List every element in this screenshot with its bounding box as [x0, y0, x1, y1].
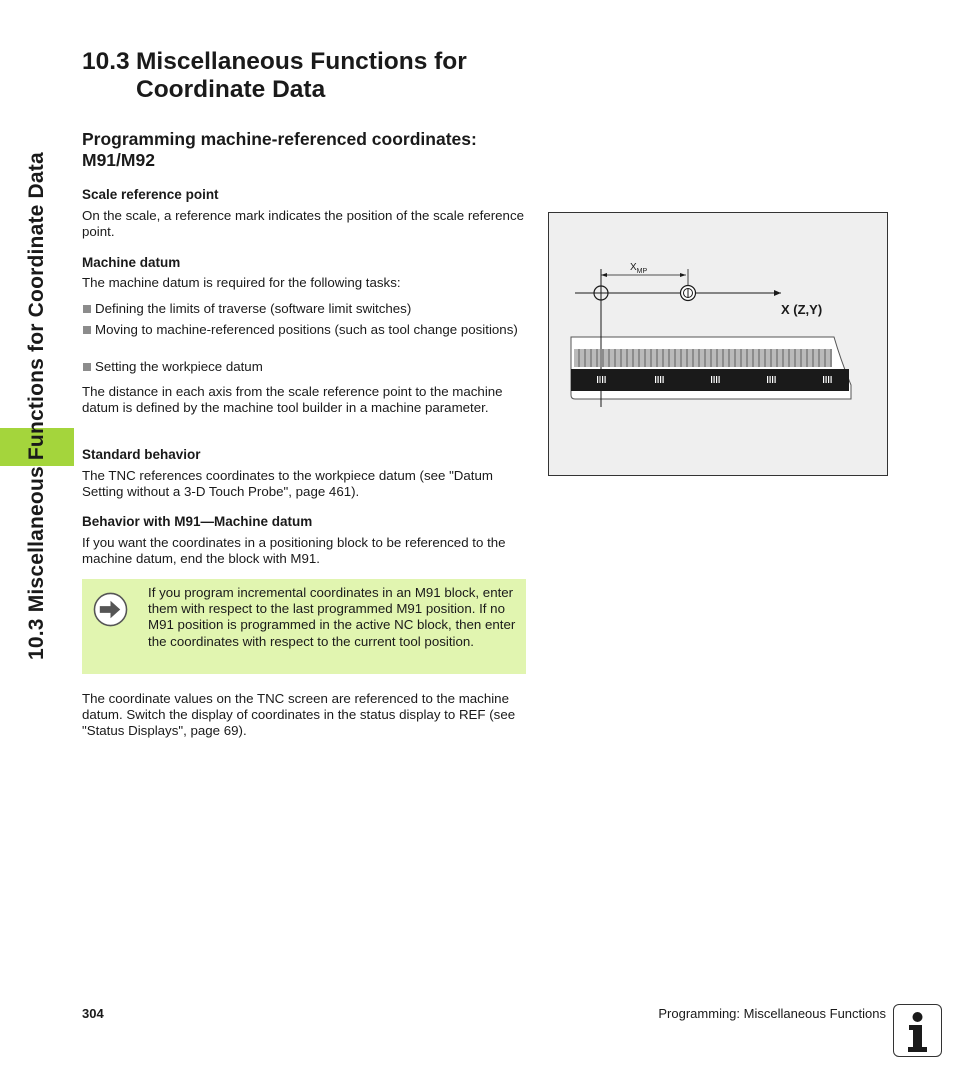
m91-behavior-text: If you want the coordinates in a positioning block to be referenced to the machine datum, end the block with M91.: [82, 535, 506, 567]
axis-label: X (Z,Y): [781, 302, 823, 317]
bullet-square-icon: [83, 326, 91, 334]
subheading: Programming machine-referenced coordinates: M91/M92: [82, 129, 477, 170]
page-title: [82, 48, 542, 104]
section-number: 10.3: [82, 48, 130, 75]
standard-behavior-heading: Standard behavior: [82, 447, 201, 462]
scale-reference-heading: Scale reference point: [82, 187, 219, 202]
note-box: [82, 579, 526, 674]
list-item: Moving to machine-referenced positions (such as tool change positions): [82, 322, 528, 338]
side-chapter-title: 10.3 Miscellaneous Functions for Coordinate Data: [25, 152, 48, 660]
list-item: Defining the limits of traverse (software limit switches): [82, 301, 528, 317]
bullet-square-icon: [83, 305, 91, 313]
scale-reference-text: On the scale, a reference mark indicates the position of the scale reference point.: [82, 208, 524, 240]
scale-figure: [548, 212, 888, 476]
page-number: 304: [82, 1006, 104, 1021]
machine-datum-heading: Machine datum: [82, 255, 181, 270]
title-line-1: Miscellaneous Functions for: [136, 48, 467, 75]
list-item: Setting the workpiece datum: [82, 359, 528, 375]
dimension-label: $X_{MP}$: [630, 262, 648, 275]
m91-behavior-heading: Behavior with M91—Machine datum: [82, 514, 313, 529]
reference-track: [571, 369, 849, 391]
axis-arrowhead: [774, 290, 781, 296]
standard-behavior-text: The TNC references coordinates to the workpiece datum (see "Datum Setting without a 3-D Touch Probe", page 461).: [82, 468, 493, 500]
title-line-2: Coordinate Data: [136, 76, 326, 103]
scale-diagram: [549, 213, 887, 475]
arrow-right-icon: [93, 592, 128, 627]
info-icon: [893, 1004, 942, 1057]
footer-chapter-title: Programming: Miscellaneous Functions: [658, 1006, 886, 1021]
bullet-square-icon: [83, 363, 91, 371]
machine-datum-text: The distance in each axis from the scale reference point to the machine datum is defined by the machine tool builder in a machine parameter.: [82, 384, 503, 416]
closing-text: The coordinate values on the TNC screen are referenced to the machine datum. Switch the display of coordinates in the status display to REF (see "Status Displays", page 69).: [82, 691, 516, 739]
machine-datum-intro: The machine datum is required for the following tasks:: [82, 275, 401, 290]
note-text: If you program incremental coordinates in an M91 block, enter them with respect to the last programmed M91 position. If no M91 position is programmed in the active NC block, then enter the coordinates with respect to the current tool position.: [148, 585, 516, 649]
